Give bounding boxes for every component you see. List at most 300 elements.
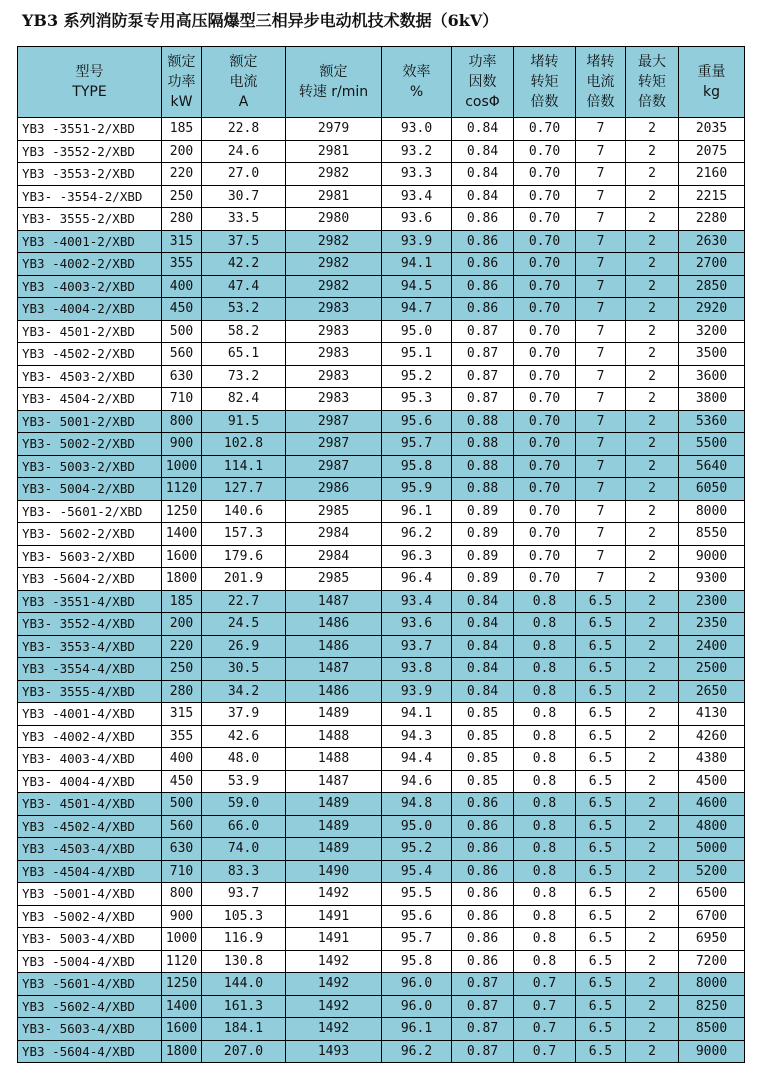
cell-power-factor: 0.89 [452,568,514,591]
table-row [18,725,745,748]
cell-power: 710 [162,860,202,883]
cell-speed: 1492 [286,950,382,973]
cell-power: 315 [162,703,202,726]
cell-current: 116.9 [202,928,286,951]
cell-locked-current: 6.5 [576,793,626,816]
cell-power-factor: 0.87 [452,365,514,388]
cell-locked-torque: 0.70 [514,320,576,343]
cell-power-factor: 0.84 [452,680,514,703]
cell-efficiency: 93.4 [382,185,452,208]
cell-locked-current: 7 [576,455,626,478]
cell-speed: 2987 [286,410,382,433]
cell-weight: 8000 [679,500,745,523]
cell-power-factor: 0.89 [452,523,514,546]
cell-power: 710 [162,388,202,411]
cell-type: YB3 -4503-4/XBD [18,838,162,861]
cell-weight: 2300 [679,590,745,613]
table-row [18,208,745,231]
table-row [18,793,745,816]
cell-type: YB3 -5001-4/XBD [18,883,162,906]
cell-power: 450 [162,298,202,321]
cell-efficiency: 96.2 [382,1040,452,1063]
cell-current: 42.6 [202,725,286,748]
cell-speed: 2985 [286,500,382,523]
cell-power-factor: 0.86 [452,883,514,906]
table-row [18,478,745,501]
cell-efficiency: 93.9 [382,230,452,253]
cell-locked-torque: 0.70 [514,388,576,411]
cell-type: YB3 -4004-2/XBD [18,298,162,321]
cell-locked-torque: 0.7 [514,973,576,996]
table-row [18,320,745,343]
cell-current: 127.7 [202,478,286,501]
cell-weight: 2700 [679,253,745,276]
cell-current: 130.8 [202,950,286,973]
document-title: YB3 系列消防泵专用高压隔爆型三相异步电动机技术数据（6kV） [22,11,499,30]
cell-locked-current: 6.5 [576,725,626,748]
cell-speed: 1489 [286,838,382,861]
cell-max-torque: 2 [626,140,679,163]
cell-power: 400 [162,275,202,298]
cell-type: YB3 -4502-4/XBD [18,815,162,838]
cell-locked-current: 7 [576,568,626,591]
header-speed-line: 额定 [319,64,348,80]
cell-weight: 5360 [679,410,745,433]
cell-current: 53.2 [202,298,286,321]
cell-power-factor: 0.86 [452,950,514,973]
cell-weight: 4500 [679,770,745,793]
cell-type: YB3 -3554-4/XBD [18,658,162,681]
cell-weight: 8000 [679,973,745,996]
cell-power-factor: 0.88 [452,478,514,501]
cell-speed: 1488 [286,725,382,748]
cell-power: 220 [162,635,202,658]
cell-speed: 2984 [286,545,382,568]
cell-current: 47.4 [202,275,286,298]
cell-locked-current: 6.5 [576,883,626,906]
cell-weight: 6050 [679,478,745,501]
cell-locked-torque: 0.8 [514,635,576,658]
cell-power-factor: 0.86 [452,298,514,321]
cell-locked-torque: 0.8 [514,770,576,793]
cell-locked-current: 7 [576,298,626,321]
cell-efficiency: 93.0 [382,118,452,141]
cell-power: 1400 [162,995,202,1018]
cell-power: 250 [162,658,202,681]
cell-weight: 4800 [679,815,745,838]
cell-type: YB3- 4504-2/XBD [18,388,162,411]
cell-weight: 5640 [679,455,745,478]
cell-max-torque: 2 [626,928,679,951]
cell-type: YB3 -4001-4/XBD [18,703,162,726]
cell-power: 1000 [162,928,202,951]
cell-type: YB3 -3551-4/XBD [18,590,162,613]
header-max-torque-line: 最大 [638,54,666,70]
table-row [18,973,745,996]
cell-weight: 7200 [679,950,745,973]
cell-power-factor: 0.84 [452,635,514,658]
cell-locked-torque: 0.7 [514,1018,576,1041]
header-efficiency [382,47,452,118]
cell-efficiency: 95.6 [382,410,452,433]
cell-max-torque: 2 [626,590,679,613]
cell-power: 185 [162,590,202,613]
cell-power-factor: 0.86 [452,815,514,838]
cell-max-torque: 2 [626,973,679,996]
cell-power-factor: 0.88 [452,455,514,478]
header-type-line: TYPE [72,84,107,100]
cell-current: 53.9 [202,770,286,793]
cell-locked-torque: 0.70 [514,433,576,456]
cell-efficiency: 93.3 [382,163,452,186]
cell-power-factor: 0.89 [452,500,514,523]
table-row [18,748,745,771]
cell-weight: 8500 [679,1018,745,1041]
cell-type: YB3 -4504-4/XBD [18,860,162,883]
cell-max-torque: 2 [626,230,679,253]
cell-max-torque: 2 [626,275,679,298]
cell-weight: 2850 [679,275,745,298]
cell-speed: 1492 [286,973,382,996]
cell-locked-torque: 0.70 [514,500,576,523]
cell-type: YB3- 4004-4/XBD [18,770,162,793]
cell-locked-current: 7 [576,275,626,298]
cell-locked-current: 7 [576,208,626,231]
cell-max-torque: 2 [626,815,679,838]
cell-power: 450 [162,770,202,793]
cell-type: YB3 -4003-2/XBD [18,275,162,298]
cell-type: YB3 -4502-2/XBD [18,343,162,366]
cell-locked-current: 7 [576,253,626,276]
cell-weight: 3500 [679,343,745,366]
header-power-factor-line: 因数 [468,74,497,90]
cell-type: YB3- 3552-4/XBD [18,613,162,636]
cell-current: 93.7 [202,883,286,906]
cell-locked-current: 7 [576,230,626,253]
header-locked-torque-line: 堵转 [530,54,559,70]
header-power [162,47,202,118]
cell-efficiency: 93.8 [382,658,452,681]
cell-locked-torque: 0.70 [514,523,576,546]
table-row [18,253,745,276]
cell-locked-current: 6.5 [576,838,626,861]
cell-max-torque: 2 [626,568,679,591]
cell-locked-current: 6.5 [576,928,626,951]
cell-power-factor: 0.84 [452,185,514,208]
cell-efficiency: 96.1 [382,1018,452,1041]
cell-type: YB3 -4001-2/XBD [18,230,162,253]
header-weight [679,47,745,118]
header-type-line: 型号 [75,64,104,80]
cell-weight: 6700 [679,905,745,928]
cell-power-factor: 0.87 [452,1018,514,1041]
table-row [18,140,745,163]
cell-speed: 2983 [286,320,382,343]
cell-current: 59.0 [202,793,286,816]
cell-max-torque: 2 [626,950,679,973]
cell-current: 105.3 [202,905,286,928]
table-row [18,343,745,366]
cell-power: 1120 [162,478,202,501]
table-row [18,950,745,973]
cell-current: 30.5 [202,658,286,681]
cell-efficiency: 96.3 [382,545,452,568]
cell-weight: 2920 [679,298,745,321]
cell-speed: 2981 [286,185,382,208]
cell-power: 220 [162,163,202,186]
cell-weight: 6500 [679,883,745,906]
cell-type: YB3- -3554-2/XBD [18,185,162,208]
cell-current: 22.8 [202,118,286,141]
cell-power: 1600 [162,545,202,568]
cell-efficiency: 95.9 [382,478,452,501]
cell-speed: 2980 [286,208,382,231]
cell-locked-torque: 0.7 [514,995,576,1018]
cell-type: YB3 -3551-2/XBD [18,118,162,141]
cell-efficiency: 95.2 [382,365,452,388]
cell-locked-torque: 0.8 [514,703,576,726]
cell-speed: 1492 [286,883,382,906]
cell-efficiency: 94.8 [382,793,452,816]
cell-power: 900 [162,905,202,928]
cell-speed: 2983 [286,388,382,411]
cell-speed: 1491 [286,905,382,928]
cell-max-torque: 2 [626,613,679,636]
cell-locked-current: 7 [576,410,626,433]
cell-speed: 2982 [286,253,382,276]
cell-max-torque: 2 [626,478,679,501]
cell-max-torque: 2 [626,883,679,906]
cell-power-factor: 0.86 [452,793,514,816]
cell-current: 179.6 [202,545,286,568]
cell-locked-torque: 0.8 [514,680,576,703]
cell-speed: 1486 [286,613,382,636]
cell-efficiency: 93.4 [382,590,452,613]
cell-efficiency: 95.0 [382,320,452,343]
cell-current: 24.5 [202,613,286,636]
cell-current: 66.0 [202,815,286,838]
cell-locked-current: 7 [576,545,626,568]
header-power-line: 功率 [167,74,196,90]
header-weight-line: 重量 [697,64,726,80]
cell-current: 144.0 [202,973,286,996]
cell-power: 630 [162,838,202,861]
cell-max-torque: 2 [626,298,679,321]
cell-locked-current: 6.5 [576,748,626,771]
table-row [18,680,745,703]
cell-locked-torque: 0.8 [514,793,576,816]
header-power-line: kW [170,94,193,110]
cell-weight: 6950 [679,928,745,951]
cell-power: 1800 [162,1040,202,1063]
cell-locked-current: 7 [576,523,626,546]
cell-locked-torque: 0.70 [514,140,576,163]
cell-power: 400 [162,748,202,771]
cell-locked-current: 7 [576,118,626,141]
cell-power-factor: 0.87 [452,1040,514,1063]
cell-power-factor: 0.89 [452,545,514,568]
cell-efficiency: 95.3 [382,388,452,411]
cell-weight: 2160 [679,163,745,186]
cell-max-torque: 2 [626,118,679,141]
cell-current: 114.1 [202,455,286,478]
header-speed [286,47,382,118]
cell-weight: 8550 [679,523,745,546]
cell-speed: 2987 [286,455,382,478]
cell-locked-torque: 0.70 [514,568,576,591]
cell-locked-current: 7 [576,140,626,163]
table-row [18,298,745,321]
table-row [18,433,745,456]
header-locked-current-line: 倍数 [586,94,615,110]
cell-speed: 1487 [286,658,382,681]
cell-locked-torque: 0.8 [514,928,576,951]
cell-speed: 2981 [286,140,382,163]
cell-max-torque: 2 [626,658,679,681]
table-row [18,545,745,568]
cell-weight: 5200 [679,860,745,883]
cell-efficiency: 93.2 [382,140,452,163]
cell-locked-current: 6.5 [576,950,626,973]
table-row [18,815,745,838]
cell-current: 161.3 [202,995,286,1018]
cell-power: 1000 [162,455,202,478]
cell-current: 102.8 [202,433,286,456]
cell-locked-torque: 0.8 [514,950,576,973]
header-type [18,47,162,118]
cell-power: 280 [162,680,202,703]
table-row [18,230,745,253]
cell-locked-torque: 0.8 [514,725,576,748]
cell-efficiency: 95.4 [382,860,452,883]
cell-locked-torque: 0.70 [514,343,576,366]
header-current-line: A [238,94,249,110]
cell-type: YB3- 5004-2/XBD [18,478,162,501]
cell-locked-torque: 0.70 [514,365,576,388]
cell-current: 37.9 [202,703,286,726]
cell-locked-current: 7 [576,500,626,523]
table-row [18,523,745,546]
cell-efficiency: 96.4 [382,568,452,591]
table-row [18,365,745,388]
header-efficiency-line: % [409,84,424,100]
cell-power: 200 [162,613,202,636]
cell-weight: 8250 [679,995,745,1018]
table-row [18,860,745,883]
cell-speed: 1487 [286,590,382,613]
cell-weight: 9000 [679,545,745,568]
cell-speed: 1491 [286,928,382,951]
cell-max-torque: 2 [626,725,679,748]
cell-locked-current: 7 [576,365,626,388]
cell-locked-torque: 0.8 [514,613,576,636]
cell-efficiency: 93.6 [382,208,452,231]
cell-power-factor: 0.86 [452,208,514,231]
cell-locked-torque: 0.8 [514,883,576,906]
cell-locked-torque: 0.8 [514,905,576,928]
header-locked-torque-line: 转矩 [530,74,559,90]
cell-efficiency: 94.1 [382,703,452,726]
cell-current: 58.2 [202,320,286,343]
cell-power: 355 [162,253,202,276]
cell-current: 207.0 [202,1040,286,1063]
cell-locked-current: 6.5 [576,658,626,681]
cell-power-factor: 0.85 [452,703,514,726]
cell-type: YB3- 5001-2/XBD [18,410,162,433]
cell-max-torque: 2 [626,185,679,208]
cell-speed: 2985 [286,568,382,591]
cell-efficiency: 95.6 [382,905,452,928]
cell-power: 1400 [162,523,202,546]
cell-locked-torque: 0.8 [514,748,576,771]
cell-type: YB3 -5602-4/XBD [18,995,162,1018]
cell-power-factor: 0.84 [452,590,514,613]
cell-current: 27.0 [202,163,286,186]
cell-locked-current: 6.5 [576,590,626,613]
table-row [18,995,745,1018]
cell-weight: 5000 [679,838,745,861]
cell-weight: 3200 [679,320,745,343]
cell-type: YB3 -5002-4/XBD [18,905,162,928]
cell-efficiency: 94.5 [382,275,452,298]
table-row [18,275,745,298]
cell-weight: 2400 [679,635,745,658]
cell-power-factor: 0.84 [452,118,514,141]
header-locked-torque [514,47,576,118]
cell-speed: 2984 [286,523,382,546]
header-power-factor-line: 功率 [468,54,497,70]
cell-current: 34.2 [202,680,286,703]
cell-power-factor: 0.84 [452,140,514,163]
cell-type: YB3- 3555-2/XBD [18,208,162,231]
cell-efficiency: 96.0 [382,973,452,996]
cell-power-factor: 0.86 [452,230,514,253]
cell-power: 1250 [162,500,202,523]
cell-max-torque: 2 [626,163,679,186]
cell-efficiency: 95.5 [382,883,452,906]
cell-max-torque: 2 [626,545,679,568]
cell-speed: 1492 [286,1018,382,1041]
cell-speed: 2983 [286,298,382,321]
cell-speed: 1492 [286,995,382,1018]
cell-max-torque: 2 [626,365,679,388]
table-row [18,658,745,681]
cell-speed: 2979 [286,118,382,141]
cell-power-factor: 0.86 [452,905,514,928]
cell-weight: 9000 [679,1040,745,1063]
cell-power: 1600 [162,1018,202,1041]
cell-max-torque: 2 [626,455,679,478]
cell-power-factor: 0.86 [452,838,514,861]
cell-type: YB3- 5603-2/XBD [18,545,162,568]
cell-weight: 4380 [679,748,745,771]
cell-speed: 2983 [286,343,382,366]
cell-locked-current: 6.5 [576,613,626,636]
cell-speed: 1490 [286,860,382,883]
cell-current: 48.0 [202,748,286,771]
table-row [18,883,745,906]
cell-power-factor: 0.87 [452,320,514,343]
cell-power: 560 [162,815,202,838]
cell-efficiency: 96.0 [382,995,452,1018]
cell-power-factor: 0.88 [452,410,514,433]
header-max-torque-line: 倍数 [638,94,666,110]
cell-speed: 1486 [286,635,382,658]
cell-type: YB3- 5002-2/XBD [18,433,162,456]
cell-type: YB3 -5601-4/XBD [18,973,162,996]
cell-max-torque: 2 [626,703,679,726]
table-body [18,118,745,1063]
